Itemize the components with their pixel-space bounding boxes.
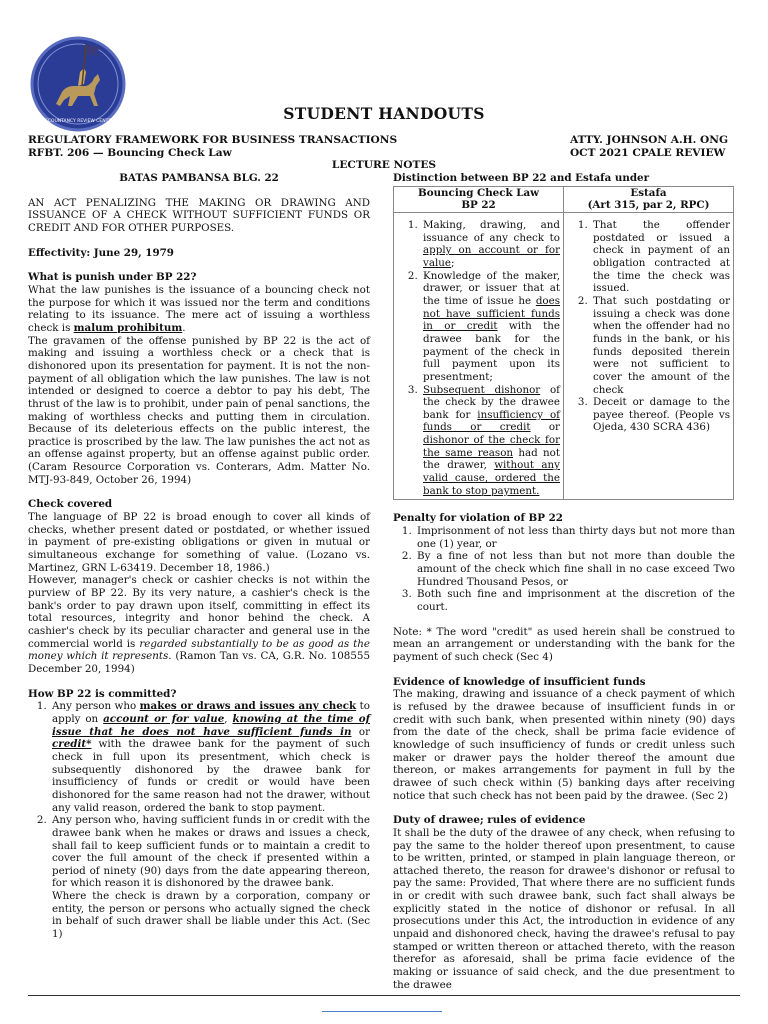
list-item: 2. Any person who, having sufficient funds in or credit with the drawee bank when he makes or draws and issues a check, shall fail to keep sufficient funds or to maintain a credit to cover the full amount of the check if presented within a period of ninety (90) days from the date appearing thereon, for which reason it is dishonored by the drawee bank. Where the check is drawn by a corporation, company or entity, the person or persons who actually signed the check in behalf of such drawer shall be liable under this Act. (Sec 1)	[50, 814, 370, 941]
lecture-notes-label: LECTURE NOTES	[331, 159, 437, 171]
check-covered-paragraph-1: The language of BP 22 is broad enough to cover all kinds of checks, whether present dated or postdated, or whether issued in payment of pre-existing obligations or given in mutual or simultaneous exchange for something of value. (Lozano vs. Martinez, GRN L-63419. December 18, 1986.)	[28, 511, 370, 574]
punish-heading: What is punish under BP 22?	[28, 271, 197, 284]
list-item: 3. Both such fine and imprisonment at the discretion of the court.	[415, 588, 735, 613]
list-item: 3. Deceit or damage to the payee thereof. (People vs Ojeda, 430 SCRA 436)	[591, 396, 730, 434]
effectivity: Effectivity: June 29, 1979	[28, 246, 174, 259]
page-title: STUDENT HANDOUTS	[283, 104, 485, 123]
evidence-heading: Evidence of knowledge of insufficient funds	[393, 675, 646, 688]
instructor-name: ATTY. JOHNSON A.H. ONG	[569, 134, 728, 146]
penalty-heading: Penalty for violation of BP 22	[393, 512, 563, 525]
table-row	[394, 212, 734, 499]
estafa-elements-cell	[564, 212, 734, 499]
list-item: 2. Knowledge of the maker, drawer, or issuer that at the time of issue he does not have sufficient funds in or credit with the drawee bank for the payment of the check in full payment upon its presentment;	[421, 270, 560, 384]
list-item: 1. Imprisonment of not less than thirty days but not more than one (1) year, or	[415, 525, 735, 550]
table-header-bp22: Bouncing Check Law BP 22	[394, 186, 564, 212]
punish-paragraph-2: The gravamen of the offense punished by BP 22 is the act of making and issuing a worthless check or a check that is dishonored upon its presentation for payment. It is not the non-payment of all obligation which the law punishes. The law is not intended or designed to coerce a debtor to pay his debt, The thrust of the law is to prohibit, under pain of penal sanctions, the making of worthless checks and putting them in circulation. Because of its deleterious effects on the public interest, the practice is proscribed by the law. The law punishes the act not as an offense against property, but an offense against public order. (Caram Resource Corporation vs. Conterars, Adm. Matter No. MTJ-93-849, October 26, 1994)	[28, 334, 370, 486]
course-code: RFBT. 206 — Bouncing Check Law	[28, 147, 232, 159]
comparison-table	[393, 186, 734, 501]
list-item: 1. Making, drawing, and issuance of any check to apply on account or for value;	[421, 219, 560, 270]
right-column	[393, 172, 735, 991]
list-item: 1. Any person who makes or draws and issues any check to apply on account or for value, knowing at the time of issue that he does not have sufficient funds in or credit* with the drawee bank for the payment of such check in full upon its presentment, which check is subsequently dishonored by the drawee bank for insufficiency of funds or credit or would have been dishonored for the same reason had not the drawer, without any valid reason, ordered the bank to stop payment.	[50, 700, 370, 814]
list-item: 2. By a fine of not less than but not more than double the amount of the check which fine shall in no case exceed Two Hundred Thousand Pesos, or	[415, 550, 735, 588]
table-header-estafa: Estafa (Art 315, par 2, RPC)	[564, 186, 734, 212]
distinction-heading: Distinction between BP 22 and Estafa under	[393, 172, 650, 184]
act-title: AN ACT PENALIZING THE MAKING OR DRAWING AND ISSUANCE OF A CHECK WITHOUT SUFFICIENT FUNDS OR CREDIT AND FOR OTHER PURPOSES.	[28, 196, 370, 234]
left-column	[28, 172, 370, 941]
how-committed-heading: How BP 22 is committed?	[28, 687, 177, 700]
how-committed-list	[28, 700, 370, 940]
header-left	[28, 134, 397, 160]
list-item: 3. Subsequent dishonor of the check by the drawee bank for insufficiency of funds or credit or dishonor of the check for the same reason had not the drawer, without any valid cause, ordered the bank to stop payment.	[421, 384, 560, 498]
penalty-list	[393, 525, 735, 614]
duty-heading: Duty of drawee; rules of evidence	[393, 814, 586, 827]
credit-note: Note: * The word "credit" as used herein shall be construed to mean an arrangement or understanding with the bank for the payment of such check (Sec 4)	[393, 625, 735, 663]
bp22-elements-cell	[394, 212, 564, 499]
footer-accent-line	[322, 1011, 442, 1012]
punish-paragraph-1: What the law punishes is the issuance of a bouncing check not the purpose for which it was issued nor the term and conditions relating to its issuance. The mere act of issuing a worthless check is malum prohibitum.	[28, 283, 370, 334]
list-item: 1. That the offender postdated or issued a check in payment of an obligation contracted at the time the check was issued.	[591, 219, 730, 295]
course-title: REGULATORY FRAMEWORK FOR BUSINESS TRANSACTIONS	[28, 134, 398, 146]
table-header-row	[394, 186, 734, 212]
check-covered-heading: Check covered	[28, 498, 113, 511]
section-title: BATAS PAMBANSA BLG. 22	[119, 172, 279, 184]
check-covered-paragraph-2: However, manager's check or cashier checks is not within the purview of BP 22. By its very nature, a cashier's check is the bank's order to pay drawn upon itself, committing in effect its total resources, integrity and honor behind the check. A cashier's check by its peculiar character and general use in the commercial world is regarded substantially to be as good as the money which it represents. (Ramon Tan vs. CA, G.R. No. 108555 December 20, 1994)	[28, 574, 371, 675]
list-item: 2. That such postdating or issuing a check was done when the offender had no funds in the bank, or his funds deposited therein were not sufficient to cover the amount of the check	[591, 295, 730, 396]
duty-paragraph: It shall be the duty of the drawee of any check, when refusing to pay the same to the holder thereof upon presentment, to cause to be written, printed, or stamped in plain language thereon, or attached thereto, the reason for drawee's dishonor or refusal to pay the same: Provided, That where there are no sufficient funds in or credit with such drawee bank, such fact shall always be explicitly stated in the notice of dishonor or refusal. In all prosecutions under this Act, the introduction in evidence of any unpaid and dishonored check, having the drawee's refusal to pay stamped or written thereon or attached thereto, with the reason therefor as aforesaid, shall be prima facie evidence of the making or issuance of said check, and the due presentment to the drawee	[393, 826, 735, 991]
footer-divider	[28, 995, 740, 996]
svg-text:ACCOUNTANCY REVIEW CENTER: ACCOUNTANCY REVIEW CENTER	[41, 119, 115, 124]
header-right	[570, 134, 728, 160]
evidence-paragraph: The making, drawing and issuance of a check payment of which is refused by the drawee because of insufficient funds in or credit with such bank, when presented within ninety (90) days from the date of the check, shall be prima facie evidence of knowledge of such insufficiency of funds or credit unless such maker or drawer pays the holder thereof the amount due thereon, or makes arrangements for payment in full by the drawee of such check within (5) banking days after receiving notice that such check has not been paid by the drawee. (Sec 2)	[393, 688, 735, 802]
review-term: OCT 2021 CPALE REVIEW	[569, 147, 726, 159]
